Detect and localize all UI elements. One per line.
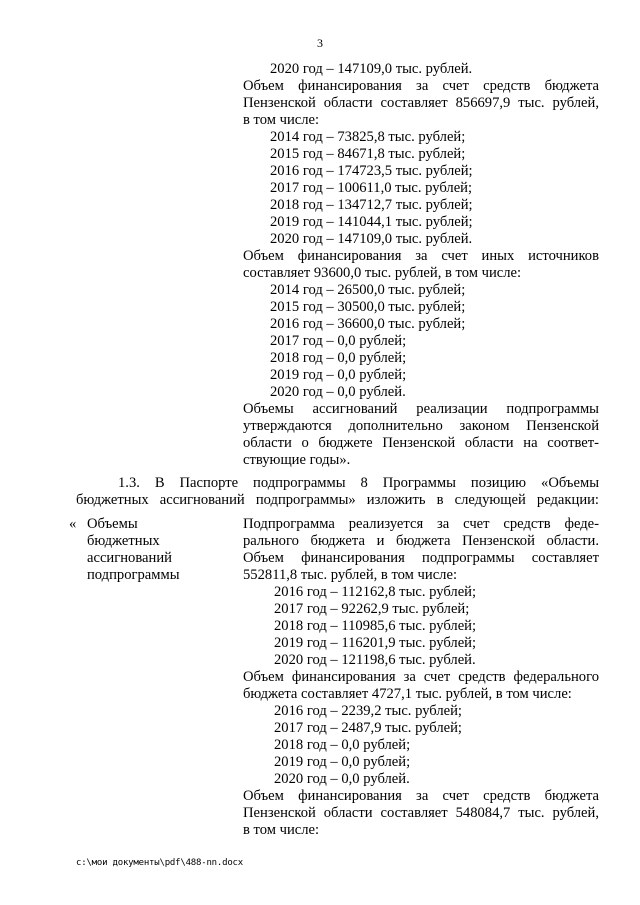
year-line: 2016 год – 174723,5 тыс. рублей; [270, 163, 473, 179]
year-line: 2014 год – 73825,8 тыс. рублей; [270, 129, 466, 145]
year-line: 2019 год – 0,0 рублей; [270, 367, 407, 383]
year-line: 2017 год – 0,0 рублей; [270, 333, 407, 349]
paragraph-line: Пензенской области составляет 856697,9 тыс. рублей, [243, 95, 599, 111]
year-line: 2018 год – 0,0 рублей; [270, 350, 407, 366]
page-number: 3 [317, 36, 323, 50]
quote-mark: « [69, 516, 77, 532]
passport-text-line: Пензенской области составляет 548084,7 тыс. рублей, [243, 805, 599, 821]
paragraph-line: составляет 93600,0 тыс. рублей, в том числе: [243, 265, 522, 281]
year-line: 2016 год – 36600,0 тыс. рублей; [270, 316, 466, 332]
year-line: 2018 год – 110985,6 тыс. рублей; [274, 618, 477, 634]
year-line: 2020 год – 147109,0 тыс. рублей. [270, 231, 473, 247]
paragraph-line: Объем финансирования за счет средств бюджета [243, 78, 599, 94]
year-line: 2017 год – 2487,9 тыс. рублей; [274, 720, 462, 736]
passport-label-line: ассигнований [87, 550, 172, 566]
year-line: 2014 год – 26500,0 тыс. рублей; [270, 282, 466, 298]
year-line: 2019 год – 116201,9 тыс. рублей; [274, 635, 477, 651]
paragraph-line: ствующие годы». [243, 452, 351, 468]
year-line: 2019 год – 0,0 рублей; [274, 754, 411, 770]
paragraph-line: в том числе: [243, 112, 320, 128]
year-line: 2015 год – 30500,0 тыс. рублей; [270, 299, 466, 315]
year-line: 2020 год – 147109,0 тыс. рублей. [270, 61, 473, 77]
section-heading-line: 1.3. В Паспорте подпрограммы 8 Программы позицию «Объемы [118, 475, 599, 491]
year-line: 2019 год – 141044,1 тыс. рублей; [270, 214, 473, 230]
year-line: 2020 год – 0,0 рублей. [270, 384, 406, 400]
passport-text-line: 552811,8 тыс. рублей, в том числе: [243, 567, 457, 583]
footer-file-path: c:\мои документы\pdf\488-nn.docx [76, 858, 243, 868]
paragraph-line: Объемы ассигнований реализации подпрограммы [243, 401, 599, 417]
section-heading-line: бюджетных ассигнований подпрограммы» изложить в следующей редакции: [76, 492, 599, 508]
passport-text-line: Объем финансирования за счет средств федерального [243, 669, 599, 685]
passport-text-line: в том числе: [243, 822, 320, 838]
paragraph-line: утверждаются дополнительно законом Пензенской [243, 418, 599, 434]
passport-text-line: Объем финансирования за счет средств бюджета [243, 788, 599, 804]
paragraph-line: Объем финансирования за счет иных источников [243, 248, 599, 264]
year-line: 2016 год – 2239,2 тыс. рублей; [274, 703, 462, 719]
year-line: 2020 год – 121198,6 тыс. рублей. [274, 652, 476, 668]
paragraph-line: области о бюджете Пензенской области на соответ- [243, 435, 599, 451]
passport-text-line: Объем финансирования подпрограммы составляет [243, 550, 599, 566]
year-line: 2017 год – 100611,0 тыс. рублей; [270, 180, 473, 196]
passport-text-line: Подпрограмма реализуется за счет средств феде- [243, 516, 599, 532]
passport-label-line: подпрограммы [87, 567, 180, 583]
passport-text-line: бюджета составляет 4727,1 тыс. рублей, в том числе: [243, 686, 572, 702]
passport-label-line: Объемы [87, 516, 138, 532]
year-line: 2018 год – 134712,7 тыс. рублей; [270, 197, 473, 213]
year-line: 2015 год – 84671,8 тыс. рублей; [270, 146, 466, 162]
passport-text-line: рального бюджета и бюджета Пензенской области. [243, 533, 599, 549]
year-line: 2017 год – 92262,9 тыс. рублей; [274, 601, 470, 617]
year-line: 2018 год – 0,0 рублей; [274, 737, 411, 753]
year-line: 2020 год – 0,0 рублей. [274, 771, 410, 787]
passport-label-line: бюджетных [87, 533, 160, 549]
year-line: 2016 год – 112162,8 тыс. рублей; [274, 584, 477, 600]
